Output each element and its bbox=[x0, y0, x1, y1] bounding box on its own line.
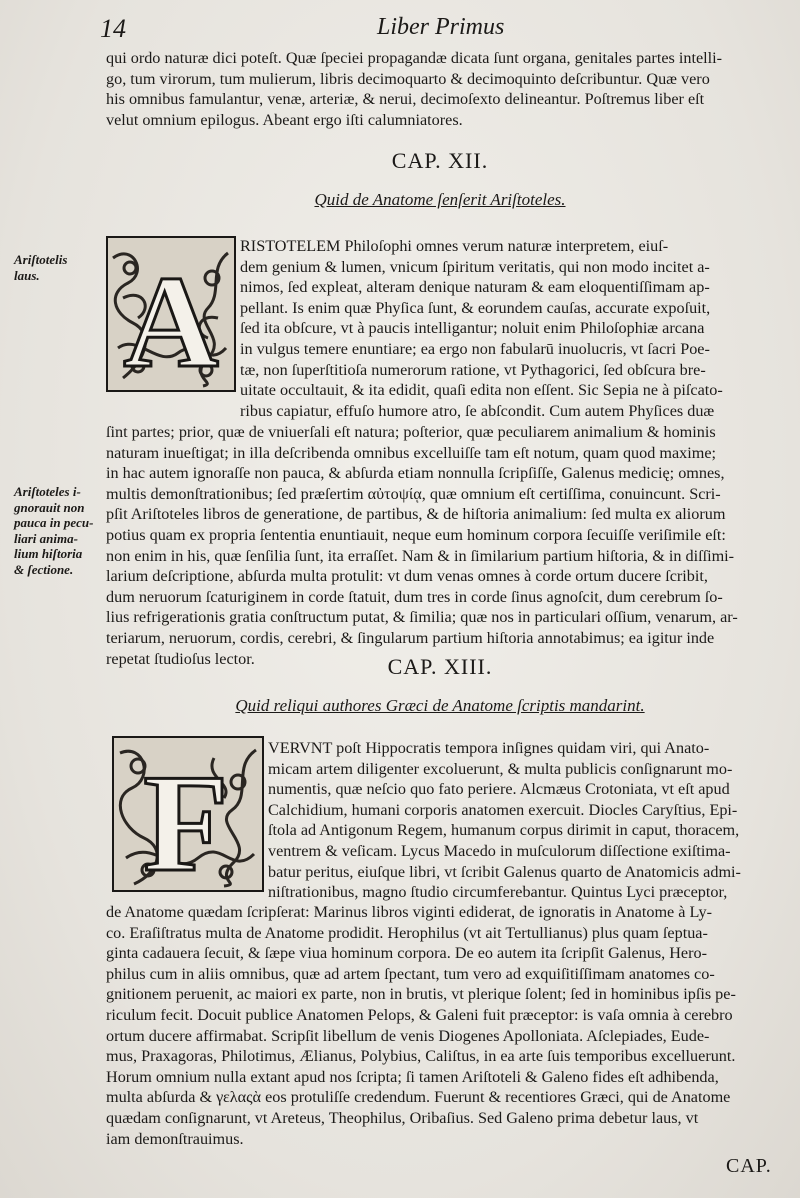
text-line: micam artem diligenter excoluerunt, & multa publicis conſignarunt mo- bbox=[268, 759, 733, 778]
text-line: ſint partes; prior, quæ de vniuerſali eſt natura; poſterior, quæ peculiarem animalium & hominis bbox=[106, 423, 716, 441]
text-line: dum neruorum ſcaturiginem in corde ſtatuit, dum tres in corde ſinus agnoſcit, dum cerebrum ſo- bbox=[106, 587, 723, 606]
text-line: RISTOTELEM Philoſophi omnes verum naturæ interpretem, eiuſ- bbox=[240, 237, 669, 255]
text-line: in vulgus temere enuntiare; ea ergo non fabularū inuolucris, vt ſacri Poe- bbox=[240, 339, 710, 358]
page-number: 14 bbox=[100, 14, 126, 43]
text-line: teriarum, neruorum, cordis, cerebri, & ſingularum partium hiſtoria annotabimus; ea igitur inde bbox=[106, 628, 715, 647]
text-line: batur peritus, eiuſque libri, vt ſcribit Galenus quarto de Anatomicis admi- bbox=[268, 862, 741, 881]
text-line: multis demonſtrationibus; ſed præſertim αὐτοψίᾳ, quæ omnium eſt certiſſima, conuincunt. Scri- bbox=[106, 484, 721, 503]
text-line: multa abſurda & γελαςὰ eos protuliſſe credendum. Fuerunt & recentiores Græci, qui de Anatome bbox=[106, 1088, 731, 1107]
top-paragraph bbox=[106, 48, 774, 130]
text-line: non enim in his, quæ ſenſilia ſunt, ita erraſſet. Nam & in ſimilarium partium hiſtoria, & in diſſimi- bbox=[106, 546, 735, 565]
text-line: pellant. Is enim quæ Phyſica ſunt, & eorundem cauſas, accurate expoſuit, bbox=[240, 298, 711, 317]
text-line: tæ, non ſuperſtitioſa numerorum ratione, vt Pythagorici, ſed obſcura bre- bbox=[240, 360, 706, 379]
text-line: quædam conſignarunt, vt Areteus, Theophilus, Oribaſius. Sed Galeno prima debetur laus, vt bbox=[106, 1108, 699, 1127]
text-line: riculum fecit. Docuit publice Anatomen Pelops, & Galeni fuit præceptor: is vaſa omnia à cerebro bbox=[106, 1005, 733, 1024]
decorated-initial-f bbox=[112, 736, 264, 892]
text-line: go, tum virorum, tum mulierum, libris decimoquarto & decimoquinto deſcribuntur. Quæ vero bbox=[106, 69, 710, 88]
chapter-12-opening-tail bbox=[240, 380, 774, 421]
text-line: ribus capiatur, effuſo humore atro, ſe abſcondit. Cum autem Phyſices duæ bbox=[240, 401, 715, 420]
catchword: CAP. bbox=[726, 1155, 772, 1177]
text-line: velut omnium epilogus. Abeant ergo iſti calumniatores. bbox=[106, 110, 463, 129]
text-line: lius refrigerationis gratia conſtructum putat, & ſimilia; quæ nos in particulari oſſium, venarum, ar- bbox=[106, 608, 738, 627]
text-line: numentis, quæ neſcio quo fato periere. Alcmæus Crotoniata, vt eſt apud bbox=[268, 780, 730, 799]
text-line: nimos, ſed expleat, alteram denique naturam & eam eloquentiſſimam ap- bbox=[240, 278, 710, 297]
running-head: Liber Primus bbox=[377, 14, 505, 40]
chapter-13-heading: CAP. XIII. bbox=[387, 654, 493, 679]
text-line: potius quam ex propria ſententia enuntiauit, neque eum hominum corpora ſecuiſſe veriſimile eſt: bbox=[106, 525, 726, 544]
text-line: in hac autem ignoraſſe non pauca, & abſurda etiam nonnulla ſcripſiſſe, Galenus medicię; omnes, bbox=[106, 464, 725, 483]
text-line: ventrem & veſicam. Lycus Macedo in muſculorum diſſectione exiſtima- bbox=[268, 841, 731, 860]
text-line: co. Eraſiſtratus multa de Anatome prodidit. Herophilus (vt ait Tertullianus) plus quam ſeptua- bbox=[106, 923, 708, 942]
text-line: larium deſcriptione, abſurda multa protulit: vt dum venas omnes à corde ortum ducere ſcribit, bbox=[106, 567, 708, 586]
chapter-13-body bbox=[106, 902, 774, 1149]
text-line: naturam inueſtigat; in illa deſcribenda omnibus excelluiſſe tam eſt notum, quam quod maxime; bbox=[106, 443, 717, 462]
decorated-initial-a bbox=[106, 236, 236, 392]
text-line: ginta cadauera ſecuit, & ſæpe viua hominum corpora. De eo autem ita ſcripſit Galenus, Hero- bbox=[106, 944, 707, 963]
initial-letter: F bbox=[143, 746, 229, 890]
text-line: philus cum in aliis omnibus, quæ ad artem ſpectant, tum vero ad exquiſitiſſimam anatomes co- bbox=[106, 964, 715, 983]
text-line: gnitionem peruenit, ac maiori ex parte, non in brutis, vt plerique ſolent; ſed in hominibus ipſis pe- bbox=[106, 985, 736, 1004]
chapter-13-subtitle: Quid reliqui authores Græci de Anatome ſcriptis mandarint. bbox=[235, 696, 645, 715]
chapter-12-heading: CAP. XII. bbox=[391, 148, 489, 173]
text-line: his omnibus famulantur, venæ, arteriæ, & nerui, decimoſexto delineantur. Poſtremus liber eſt bbox=[106, 90, 705, 109]
margin-note-aristoteles-ignorauit: Ariſtoteles i- gnorauit non pauca in pecu- liari anima- lium hiſtoria & ſectione. bbox=[14, 484, 94, 577]
chapter-12-subtitle: Quid de Anatome ſenſerit Ariſtoteles. bbox=[314, 190, 566, 209]
text-line: Horum omnium nulla extant apud nos ſcripta; ſi tamen Ariſtoteli & Galeno fides eſt adhibenda, bbox=[106, 1067, 719, 1086]
text-line: niſtrationibus, magno ſtudio circumferebantur. Quintus Lyci præceptor, bbox=[268, 883, 728, 902]
chapter-13-opening bbox=[268, 738, 774, 903]
text-line: mus, Praxagoras, Philotimus, Ælianus, Polybius, Caliſtus, in ea arte ſuis temporibus excelluerunt. bbox=[106, 1047, 736, 1066]
initial-letter: A bbox=[123, 248, 219, 390]
text-line: uitate occultauit, & ita edidit, quaſi edita non eſſent. Sic Sepia ne à piſcato- bbox=[240, 381, 723, 399]
text-line: ſtola ad Antigonum Regem, humanum corpus dirimit in caput, thoracem, bbox=[268, 821, 740, 840]
text-line: ortum ducere affirmabat. Scripſit libellum de venis Diogenes Apolloniata. Aſclepiades, Eude- bbox=[106, 1026, 710, 1045]
text-line: dem genium & lumen, vnicum ſpiritum veritatis, qui non modo incitet a- bbox=[240, 257, 710, 276]
text-line: qui ordo naturæ dici poteſt. Quæ ſpeciei propagandæ dicata ſunt organa, genitales partes intelli- bbox=[106, 49, 723, 67]
text-line: VERVNT poſt Hippocratis tempora inſignes quidam viri, qui Anato- bbox=[268, 739, 710, 757]
text-line: Calchidium, humani corporis anatomen exercuit. Diocles Caryſtius, Epi- bbox=[268, 800, 738, 819]
ornament-icon bbox=[108, 238, 234, 390]
margin-note-aristotelis-laus: Ariſtotelis laus. bbox=[14, 252, 68, 283]
ornament-icon bbox=[114, 738, 262, 890]
text-line: iam demonſtrauimus. bbox=[106, 1129, 244, 1148]
text-line: de Anatome quædam ſcripſerat: Marinus libros viginti ediderat, de ignoratis in Anatome à Ly- bbox=[106, 903, 712, 921]
chapter-12-body bbox=[106, 422, 774, 669]
text-line: pſit Ariſtoteles libros de generatione, de partibus, & de hiſtoria animalium: ſed multa ex aliorum bbox=[106, 505, 726, 524]
chapter-12-opening bbox=[240, 236, 774, 380]
text-line: ſed ita obſcure, vt à paucis intelligantur; noluit enim Philoſophiæ arcana bbox=[240, 319, 705, 338]
text-line: repetat ſtudioſus lector. bbox=[106, 649, 255, 668]
